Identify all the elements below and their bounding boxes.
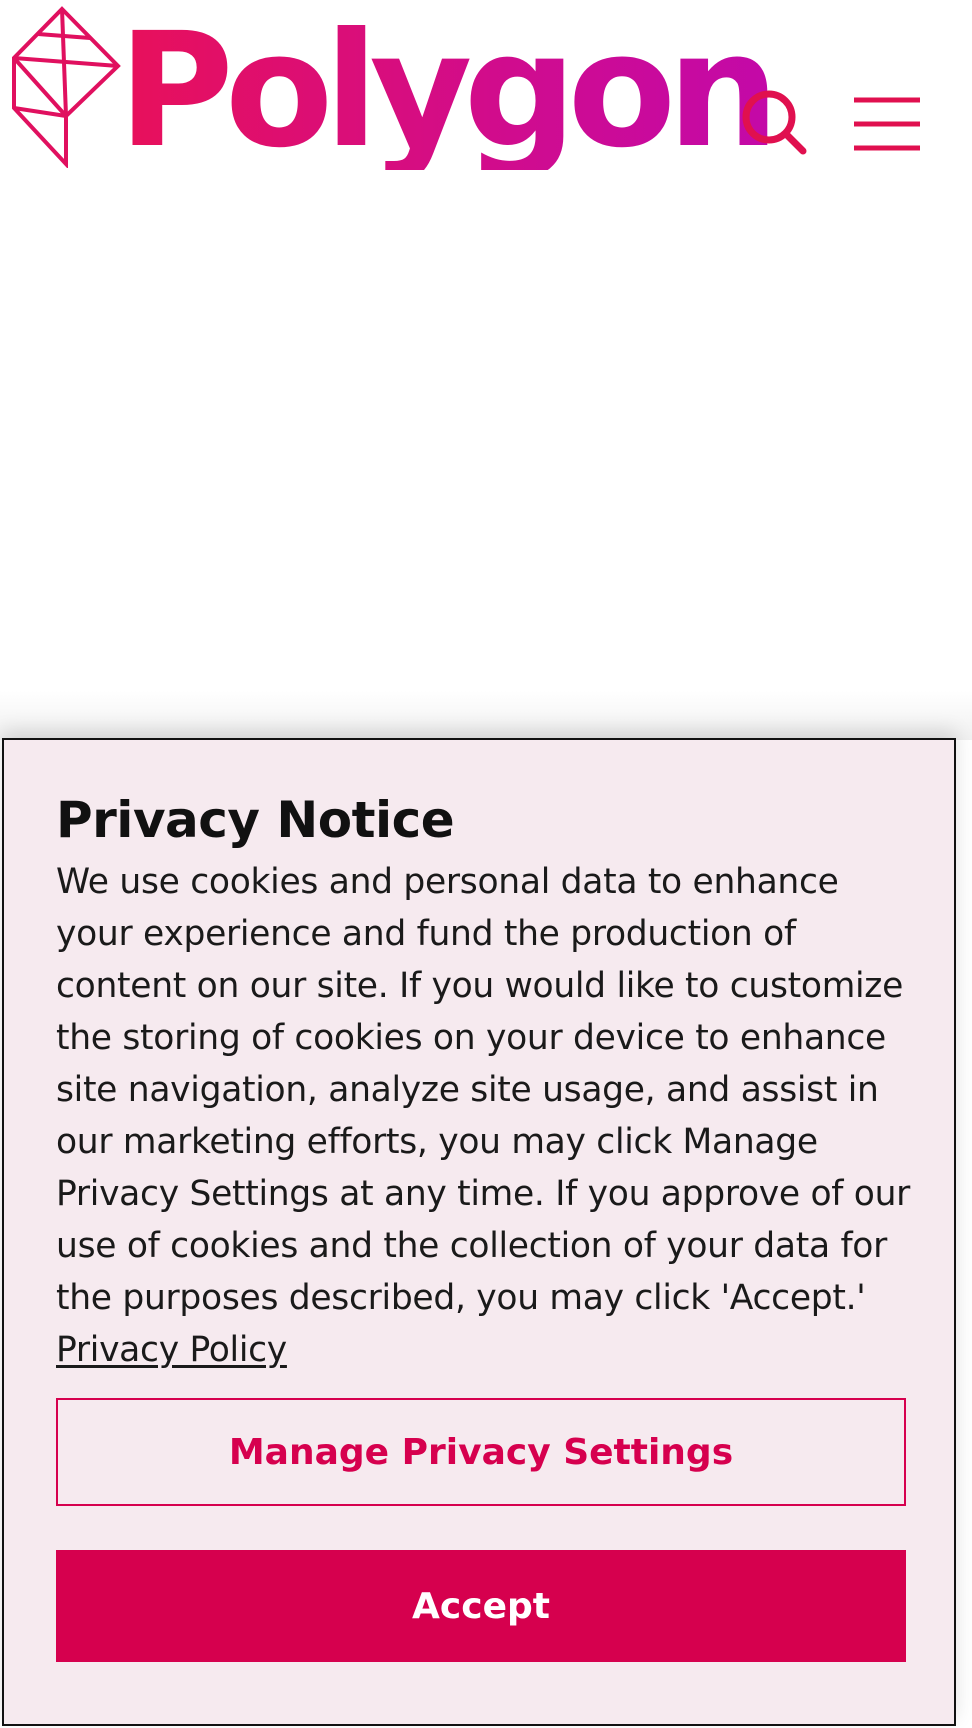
manage-privacy-settings-button[interactable]: Manage Privacy Settings [56,1398,906,1506]
privacy-notice-title: Privacy Notice [56,791,455,849]
site-header [0,0,972,205]
privacy-notice-body: We use cookies and personal data to enhance your experience and fund the production of content on our site. If you would like to customize the storing of cookies on your device to enhance site navigation, analyze site usage, and assist in our marketing efforts, you may click Manage Privacy Settings at any time. If you approve of our use of cookies and the collection of your data for the purposes described, you may click 'Accept.' [56,862,911,1318]
search-icon [740,88,810,158]
menu-button[interactable] [852,88,922,158]
polygon-logo-icon [10,6,122,168]
hamburger-menu-icon [852,88,922,158]
banner-shadow [0,690,972,740]
privacy-policy-link[interactable]: Privacy Policy [56,1330,287,1370]
accept-button[interactable]: Accept [56,1550,906,1662]
search-button[interactable] [740,88,810,158]
privacy-notice-banner [2,738,956,1726]
logo-wordmark: Polygon [118,0,771,183]
privacy-notice-text [56,856,916,1376]
